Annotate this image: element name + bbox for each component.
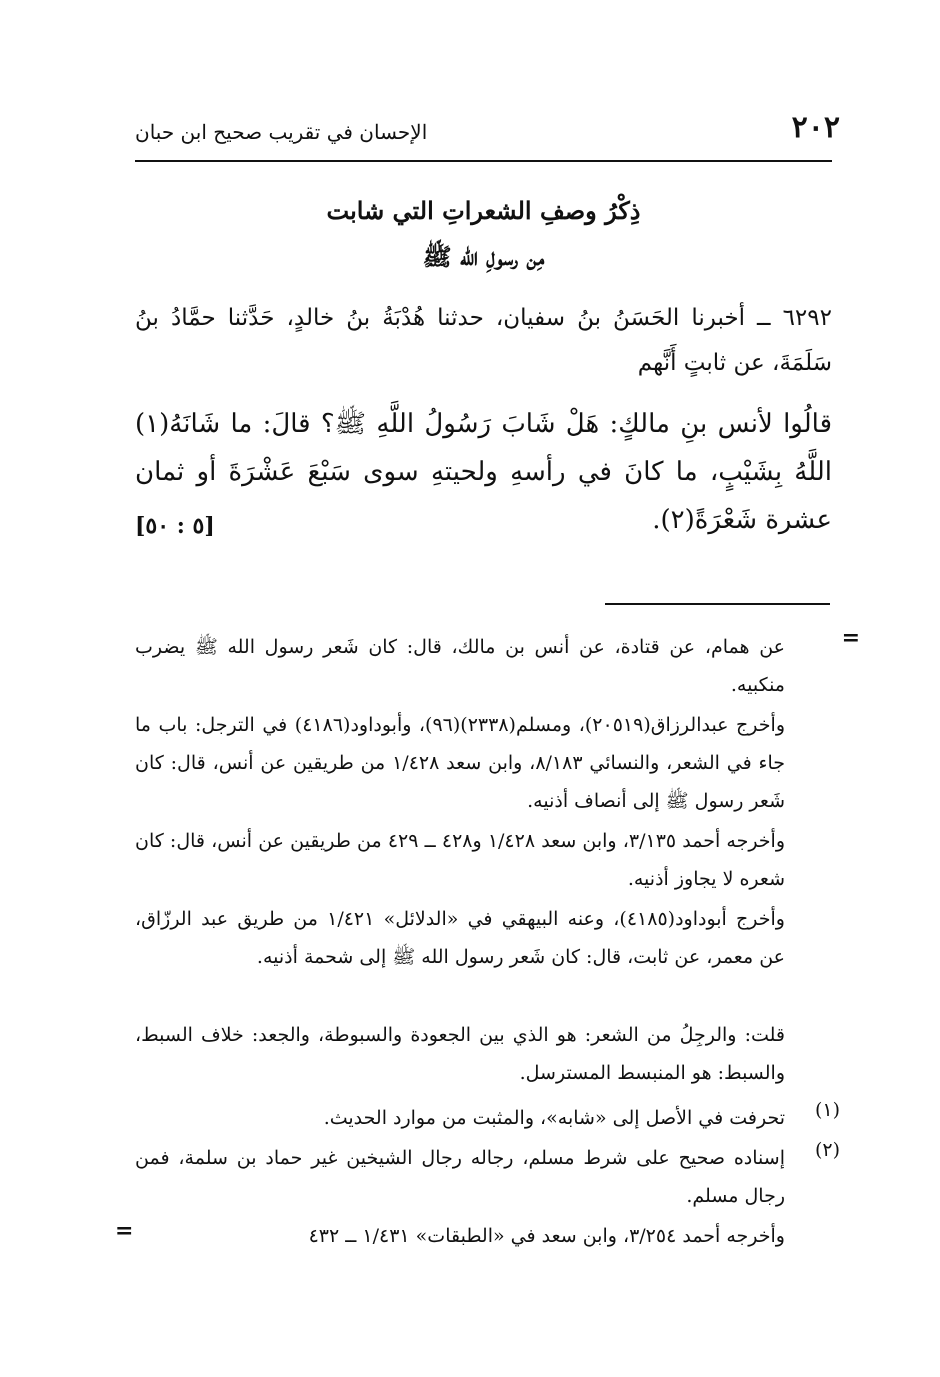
header-rule (135, 160, 832, 162)
footnote-paragraph: قلت: والرجِلُ من الشعر: هو الذي بين الجعودة والسبوطة، والجعد: خلاف السبط، والسبط: هو المنبسط المسترسل. (135, 1024, 785, 1084)
footnote-paragraph: وأخرج عبدالرزاق(٢٠٥١٩)، ومسلم(٢٣٣٨)(٩٦)، وأبوداود(٤١٨٦) في الترجل: باب ما جاء في الشعر، والنسائي ٨/١٨٣، وابن سعد ١/٤٢٨ من طريقين عن أنس، قال: كان شَعر رسول ﷺ إلى أنصاف أذنيه. (135, 714, 786, 812)
hadith-reference: [٥ : ٥٠] (135, 513, 215, 539)
continuation-mark-top: = (841, 625, 860, 651)
continuation-mark-bottom: = (115, 1218, 134, 1244)
footnote-2: إسناده صحيح على شرط مسلم، رجاله رجال الشيخين غير حماد بن سلمة، فمن رجال مسلم. (135, 1147, 785, 1207)
footnote-number: (٢) (814, 1139, 840, 1161)
hadith-isnad: ٦٢٩٢ ــ أخبرنا الحَسَنُ بنُ سفيان، حدثنا هُدْبَةُ بنُ خالدٍ، حَدَّثنا حمَّادُ بنُ سَلَمَةَ، عن ثابتٍ أَنَّهم (135, 305, 832, 376)
footnote-separator (605, 603, 830, 605)
chapter-heading-line1: ذِكْرُ وصفِ الشعراتِ التي شابت (326, 196, 641, 225)
running-title: الإحسان في تقريب صحيح ابن حبان (135, 120, 428, 144)
footnote-paragraph: وأخرجه أحمد ٣/١٣٥، وابن سعد ١/٤٢٨ و٤٢٨ ــ ٤٢٩ من طريقين عن أنس، قال: كان شعره لا يجاوز أذنيه. (135, 830, 786, 890)
chapter-heading-line2: مِن رسولِ الله ﷺ (422, 242, 545, 271)
footnote-number: (١) (814, 1099, 840, 1121)
footnote-paragraph: عن همام، عن قتادة، عن أنس بن مالك، قال: كان شَعر رسول الله ﷺ يضرب منكبيه. (135, 636, 785, 696)
footnote-paragraph: وأخرجه أحمد ٣/٢٥٤، وابن سعد في «الطبقات» ١/٤٣١ ــ ٤٣٢ (308, 1225, 785, 1247)
page-number: ٢٠٢ (791, 110, 840, 145)
hadith-matn: قالُوا لأنس بنِ مالكٍ: هَلْ شَابَ رَسُولُ اللَّهِ ﷺ؟ قالَ: ما شَانَهُ(١) اللَّهُ بِشَيْبٍ، ما كانَ في رأسهِ ولحيتهِ سوى سَبْعَ عَشْرَةَ أو ثمان عشرة شَعْرَةً(٢). (135, 409, 832, 535)
footnote-1: تحرفت في الأصل إلى «شابه»، والمثبت من موارد الحديث. (323, 1107, 785, 1129)
footnote-paragraph: وأخرج أبوداود(٤١٨٥)، وعنه البيهقي في «الدلائل» ١/٤٢١ من طريق عبد الرزّاق، عن معمر، عن ثابت، قال: كان شَعر رسول الله ﷺ إلى شحمة أذنيه. (135, 908, 785, 968)
